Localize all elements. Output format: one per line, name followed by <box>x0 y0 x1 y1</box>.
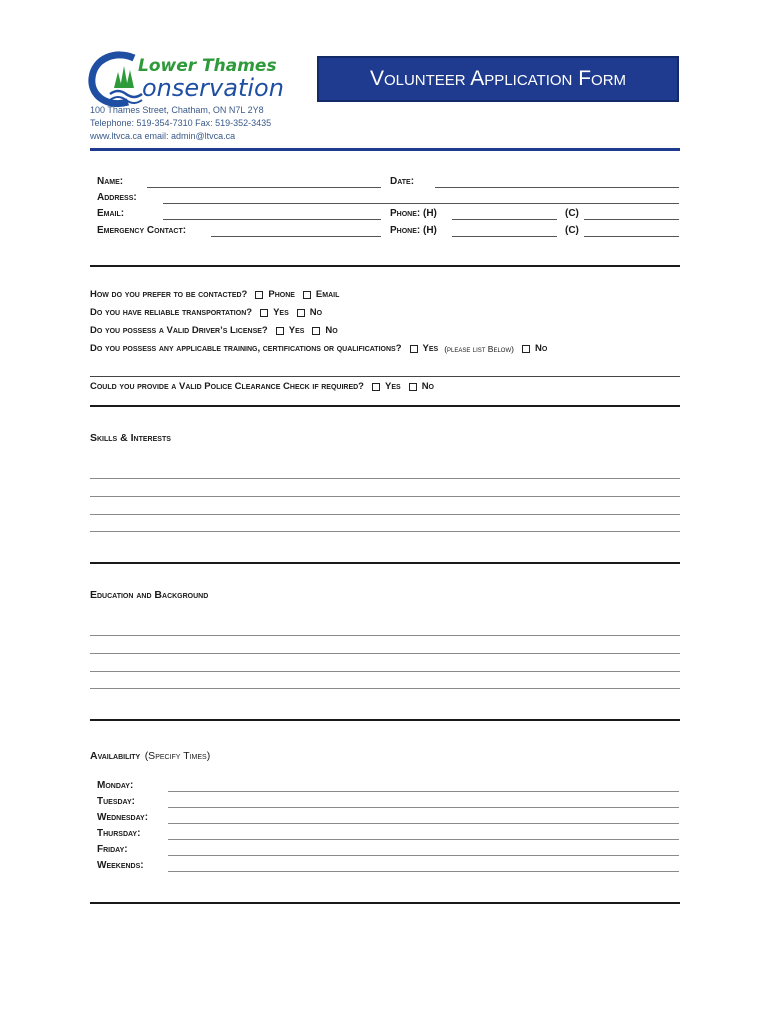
checkbox[interactable] <box>312 327 320 335</box>
question-separator <box>90 376 680 377</box>
emergency-phone-home-field[interactable] <box>452 236 557 237</box>
emergency-contact-field[interactable] <box>211 236 381 237</box>
availability-thursday-field[interactable] <box>168 839 679 840</box>
logo <box>88 50 288 108</box>
question-police-check <box>90 381 434 392</box>
option-no[interactable] <box>289 307 322 318</box>
section-divider-4 <box>90 719 680 721</box>
address-label: Address: <box>97 192 137 203</box>
option-label: No <box>309 307 323 318</box>
checkbox[interactable] <box>303 291 311 299</box>
question-contact-preference <box>90 289 339 300</box>
availability-heading <box>90 746 210 764</box>
question-qualifications <box>90 343 547 354</box>
option-label: Yes <box>385 381 401 392</box>
availability-note: (Specify Times) <box>144 750 211 762</box>
availability-wednesday-field[interactable] <box>168 823 679 824</box>
skills-line[interactable] <box>90 514 680 515</box>
day-label-thursday: Thursday: <box>97 828 141 839</box>
checkbox[interactable] <box>276 327 284 335</box>
name-label: Name: <box>97 176 124 187</box>
education-heading: Education and Background <box>90 589 209 601</box>
option-label: Phone <box>268 289 295 300</box>
address-field[interactable] <box>163 203 679 204</box>
header-divider <box>90 148 680 151</box>
option-phone[interactable] <box>247 289 295 300</box>
skills-line[interactable] <box>90 478 680 479</box>
date-field[interactable] <box>435 187 679 188</box>
option-yes[interactable] <box>252 307 289 318</box>
phone-cell-field[interactable] <box>584 219 679 220</box>
checkbox[interactable] <box>260 309 268 317</box>
email-label: Email: <box>97 208 125 219</box>
question-text: Could you provide a Valid Police Clearance Check if required? <box>90 381 364 392</box>
checkbox[interactable] <box>410 345 418 353</box>
availability-tuesday-field[interactable] <box>168 807 679 808</box>
question-drivers-license <box>90 325 338 336</box>
question-transportation <box>90 307 322 318</box>
emergency-phone-cell-label: (C) <box>565 225 579 236</box>
education-line[interactable] <box>90 688 680 689</box>
emergency-contact-label: Emergency Contact: <box>97 225 187 236</box>
option-label: No <box>534 343 548 354</box>
section-divider-1 <box>90 265 680 267</box>
emergency-phone-cell-field[interactable] <box>584 236 679 237</box>
phone-home-label: Phone: (H) <box>390 208 437 219</box>
option-label: Yes <box>273 307 289 318</box>
phone-home-field[interactable] <box>452 219 557 220</box>
availability-weekends-field[interactable] <box>168 871 679 872</box>
section-divider-5 <box>90 902 680 904</box>
logo-text-top: Lower Thames <box>138 56 277 76</box>
section-divider-3 <box>90 562 680 564</box>
checkbox[interactable] <box>297 309 305 317</box>
option-no[interactable] <box>401 381 434 392</box>
education-line[interactable] <box>90 653 680 654</box>
option-yes[interactable] <box>402 343 514 354</box>
address-line-2: Telephone: 519-354-7310 Fax: 519-352-3435 <box>90 118 272 128</box>
name-field[interactable] <box>147 187 381 188</box>
availability-title: Availability <box>90 750 141 762</box>
option-no[interactable] <box>514 343 547 354</box>
organization-address <box>90 104 271 143</box>
skills-heading: Skills & Interests <box>90 432 171 444</box>
option-note: (please list Below) <box>444 343 514 354</box>
checkbox[interactable] <box>409 383 417 391</box>
form-title: Volunteer Application Form <box>369 67 627 90</box>
form-title-box <box>317 56 679 102</box>
option-label: Yes <box>288 325 305 336</box>
education-line[interactable] <box>90 671 680 672</box>
option-label: Yes <box>422 343 439 354</box>
option-yes[interactable] <box>364 381 401 392</box>
day-label-monday: Monday: <box>97 780 134 791</box>
section-divider-2 <box>90 405 680 407</box>
logo-text-bottom: onservation <box>142 74 284 102</box>
emergency-phone-home-label: Phone: (H) <box>390 225 437 236</box>
address-line-1: 100 Thames Street, Chatham, ON N7L 2Y8 <box>90 105 264 115</box>
day-label-weekends: Weekends: <box>97 860 144 871</box>
question-text: Do you possess a Valid Driver’s License? <box>90 325 268 336</box>
day-label-tuesday: Tuesday: <box>97 796 135 807</box>
checkbox[interactable] <box>372 383 380 391</box>
phone-cell-label: (C) <box>565 208 579 219</box>
question-text: How do you prefer to be contacted? <box>90 289 248 300</box>
option-label: Email <box>315 289 340 300</box>
question-text: Do you possess any applicable training, certifications or qualifications? <box>90 343 402 354</box>
option-no[interactable] <box>304 325 337 336</box>
option-label: No <box>325 325 338 336</box>
address-line-3: www.ltvca.ca email: admin@ltvca.ca <box>90 131 236 141</box>
question-text: Do you have reliable transportation? <box>90 307 253 318</box>
date-label: Date: <box>390 176 415 187</box>
checkbox[interactable] <box>255 291 263 299</box>
option-yes[interactable] <box>268 325 305 336</box>
day-label-friday: Friday: <box>97 844 128 855</box>
skills-line[interactable] <box>90 496 680 497</box>
checkbox[interactable] <box>522 345 530 353</box>
skills-line[interactable] <box>90 531 680 532</box>
education-line[interactable] <box>90 635 680 636</box>
option-label: No <box>421 381 434 392</box>
option-email[interactable] <box>295 289 339 300</box>
availability-monday-field[interactable] <box>168 791 679 792</box>
email-field[interactable] <box>163 219 381 220</box>
day-label-wednesday: Wednesday: <box>97 812 149 823</box>
availability-friday-field[interactable] <box>168 855 679 856</box>
